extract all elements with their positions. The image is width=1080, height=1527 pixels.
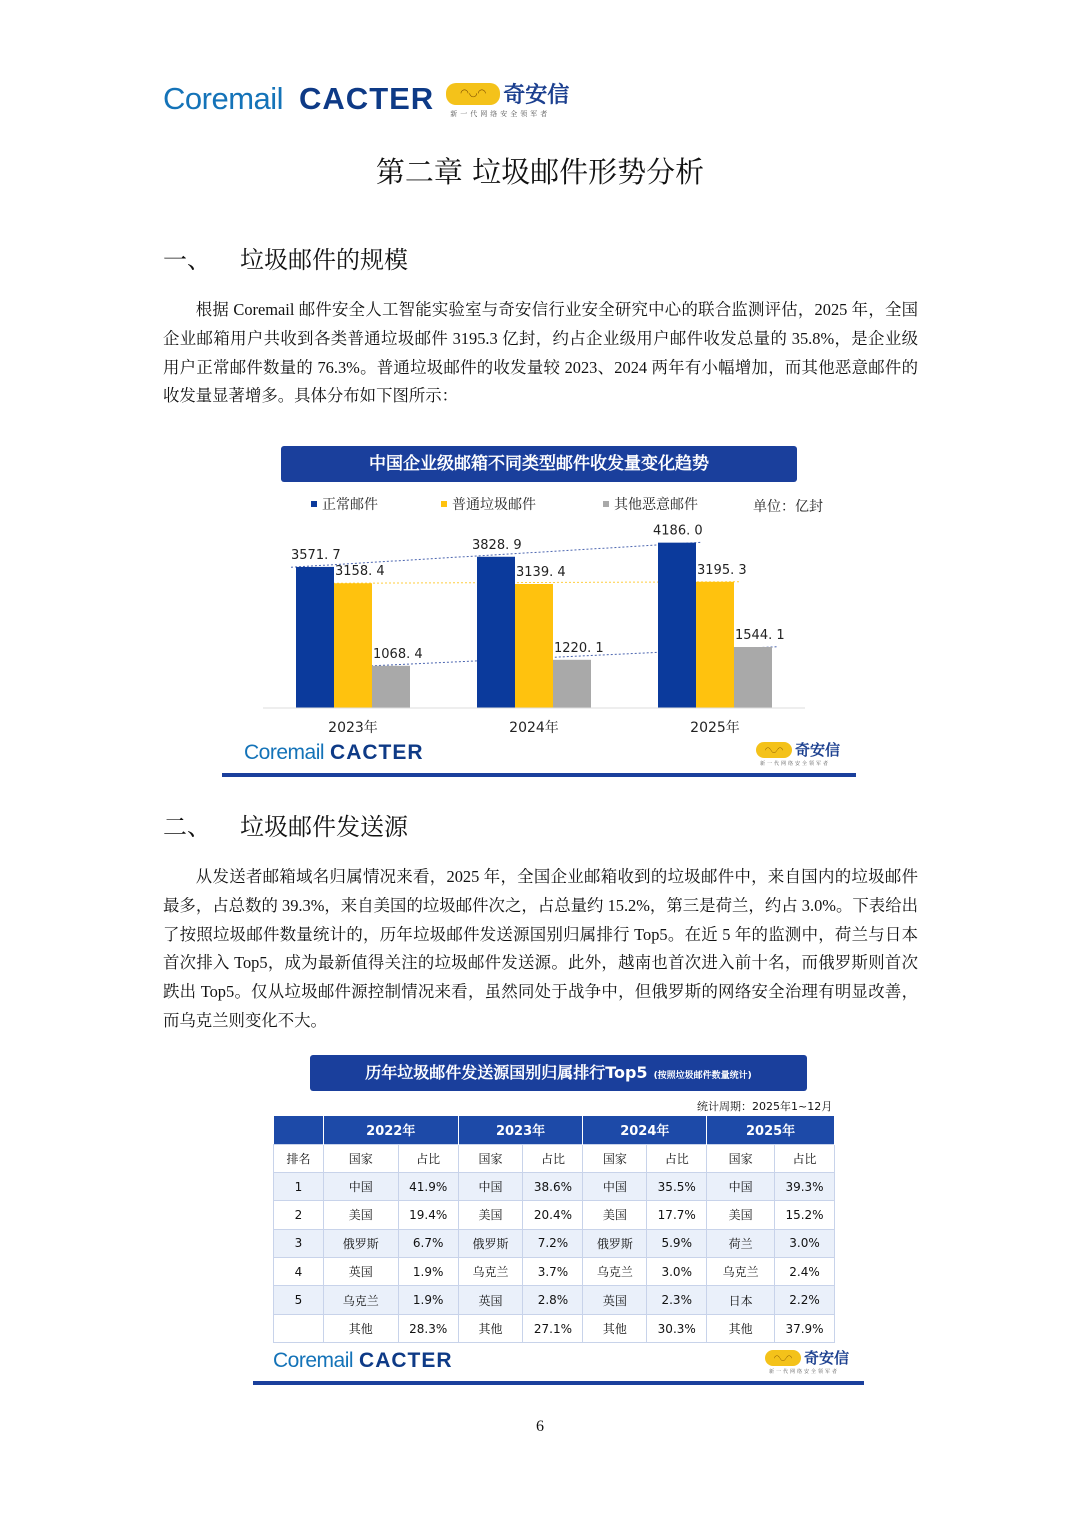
table-title-note: (按照垃圾邮件数量统计) xyxy=(653,1071,752,1081)
legend-swatch xyxy=(441,501,447,507)
bar xyxy=(553,660,591,708)
section-1-number: 一、 xyxy=(163,246,211,274)
country-cell: 其他 xyxy=(583,1314,647,1342)
coremail-logo: Coremail xyxy=(163,80,284,116)
table-row xyxy=(274,1258,835,1286)
share-cell: 37.9% xyxy=(775,1314,835,1342)
country-header: 国家 xyxy=(707,1144,775,1172)
table-row xyxy=(274,1229,835,1257)
qianxin-slogan: 新一代网络安全领军者 xyxy=(450,110,551,118)
country-cell: 乌克兰 xyxy=(323,1286,398,1314)
rank-cell: 3 xyxy=(274,1229,324,1257)
data-label: 1544. 1 xyxy=(735,628,785,644)
table-title xyxy=(310,1055,807,1091)
bar xyxy=(296,567,334,708)
legend-label: 其他恶意邮件 xyxy=(614,497,698,513)
legend-label: 普通垃圾邮件 xyxy=(452,497,536,513)
table-period: 统计周期：2025年1~12月 xyxy=(697,1100,833,1113)
table-sub-header-row xyxy=(274,1144,835,1172)
header-logos xyxy=(163,78,569,119)
country-cell: 其他 xyxy=(707,1314,775,1342)
legend-label: 正常邮件 xyxy=(322,497,378,513)
country-header: 国家 xyxy=(323,1144,398,1172)
chart-qianxin-logo xyxy=(756,739,840,767)
tiger-icon: ◠◡◠ xyxy=(446,83,500,105)
country-cell: 英国 xyxy=(583,1286,647,1314)
chart-unit-label: 单位：亿封 xyxy=(753,499,823,515)
country-cell: 乌克兰 xyxy=(458,1258,523,1286)
country-cell: 中国 xyxy=(583,1172,647,1200)
table-qianxin-slogan: 新一代网络安全领军者 xyxy=(768,1369,839,1375)
table-qianxin-logo xyxy=(765,1347,849,1375)
country-cell: 中国 xyxy=(323,1172,398,1200)
share-cell: 41.9% xyxy=(398,1172,458,1200)
data-label: 3158. 4 xyxy=(335,564,385,580)
country-cell: 美国 xyxy=(583,1201,647,1229)
country-cell: 英国 xyxy=(323,1258,398,1286)
chart-coremail-logo: Coremail xyxy=(244,741,325,764)
share-cell: 38.6% xyxy=(523,1172,583,1200)
country-cell: 中国 xyxy=(707,1172,775,1200)
year-header: 2025年 xyxy=(707,1116,835,1144)
share-cell: 5.9% xyxy=(647,1229,707,1257)
country-cell: 美国 xyxy=(707,1201,775,1229)
x-tick-label: 2023年 xyxy=(328,720,378,736)
country-cell: 美国 xyxy=(323,1201,398,1229)
table-coremail-logo: Coremail xyxy=(273,1349,354,1372)
table-footer-brand xyxy=(273,1349,453,1373)
country-header: 国家 xyxy=(458,1144,523,1172)
cacter-logo: CACTER xyxy=(299,80,435,116)
table-corner-cell xyxy=(274,1116,324,1144)
chart-bottom-rule xyxy=(222,773,856,777)
country-cell: 中国 xyxy=(458,1172,523,1200)
chapter-title: 第二章 垃圾邮件形势分析 xyxy=(375,155,705,189)
share-cell: 30.3% xyxy=(647,1314,707,1342)
country-cell: 其他 xyxy=(458,1314,523,1342)
share-cell: 1.9% xyxy=(398,1258,458,1286)
share-cell: 3.0% xyxy=(647,1258,707,1286)
bar-chart xyxy=(223,480,857,740)
country-cell: 美国 xyxy=(458,1201,523,1229)
section-2-paragraph: 从发送者邮箱域名归属情况来看，2025 年，全国企业邮箱收到的垃圾邮件中，来自国内的垃圾邮件最多，占总数的 39.3%，来自美国的垃圾邮件次之，占总量约 15.2%，第三是荷兰，约占 3.0%。下表给出了按照垃圾邮件数量统计的，历年垃圾邮件发送源国别归属排行 Top5。在近 5 年的监测中，荷兰与日本首次排入 Top5，成为最新值得关注的垃圾邮件发送源。此外，越南也首次进入前十名，而俄罗斯则首次跌出 Top5。仅从垃圾邮件源控制情况来看，虽然同处于战争中，但俄罗斯的网络安全治理有明显改善，而乌克兰则变化不大。 xyxy=(163,867,918,1030)
country-cell: 日本 xyxy=(707,1286,775,1314)
country-cell: 英国 xyxy=(458,1286,523,1314)
share-cell: 3.7% xyxy=(523,1258,583,1286)
share-header: 占比 xyxy=(398,1144,458,1172)
rank-cell: 5 xyxy=(274,1286,324,1314)
share-cell: 20.4% xyxy=(523,1201,583,1229)
share-cell: 7.2% xyxy=(523,1229,583,1257)
share-cell: 2.2% xyxy=(775,1286,835,1314)
data-label: 1068. 4 xyxy=(373,646,423,662)
tiger-icon: ◠◡◠ xyxy=(765,1350,801,1366)
table-row xyxy=(274,1201,835,1229)
table-footer xyxy=(273,1347,849,1375)
data-label: 1220. 1 xyxy=(554,640,604,656)
share-cell: 27.1% xyxy=(523,1314,583,1342)
section-1-heading xyxy=(163,240,408,275)
bar xyxy=(658,543,696,708)
table-title-text: 历年垃圾邮件发送源国别归属排行Top5 xyxy=(365,1063,648,1082)
country-cell: 乌克兰 xyxy=(583,1258,647,1286)
chart-qianxin-name: 奇安信 xyxy=(794,741,840,759)
chart-title: 中国企业级邮箱不同类型邮件收发量变化趋势 xyxy=(281,446,797,482)
share-cell: 35.5% xyxy=(647,1172,707,1200)
qianxin-logo-name: 奇安信 xyxy=(503,83,570,108)
chart-footer xyxy=(244,739,840,767)
share-cell: 39.3% xyxy=(775,1172,835,1200)
bar xyxy=(372,666,410,708)
country-cell: 其他 xyxy=(323,1314,398,1342)
share-cell: 19.4% xyxy=(398,1201,458,1229)
chart-cacter-logo: CACTER xyxy=(330,741,424,764)
share-cell: 28.3% xyxy=(398,1314,458,1342)
section-1-paragraph: 根据 Coremail 邮件安全人工智能实验室与奇安信行业安全研究中心的联合监测评估，2025 年，全国企业邮箱用户共收到各类普通垃圾邮件 3195.3 亿封，约占企业级用户邮件收发总量的 35.8%，是企业级用户正常邮件数量的 76.3%。普通垃圾邮件的收发量较 2023、2024 两年有小幅增加，而其他恶意邮件的收发量显著增多。具体分布如下图所示： xyxy=(163,300,918,406)
page-number: 6 xyxy=(536,1418,544,1435)
bar xyxy=(734,647,772,708)
share-cell: 17.7% xyxy=(647,1201,707,1229)
table-bottom-rule xyxy=(253,1381,864,1385)
legend-swatch xyxy=(311,501,317,507)
section-2-heading xyxy=(163,807,408,842)
section-2-title: 垃圾邮件发送源 xyxy=(240,813,408,841)
year-header: 2024年 xyxy=(583,1116,707,1144)
bar xyxy=(334,583,372,708)
legend-swatch xyxy=(603,501,609,507)
section-2-number: 二、 xyxy=(163,813,211,841)
bar xyxy=(515,584,553,708)
table-row xyxy=(274,1314,835,1342)
table-row xyxy=(274,1172,835,1200)
tiger-icon: ◠◡◠ xyxy=(756,742,792,758)
country-cell: 俄罗斯 xyxy=(323,1229,398,1257)
country-cell: 俄罗斯 xyxy=(583,1229,647,1257)
rank-cell: 2 xyxy=(274,1201,324,1229)
table-qianxin-name: 奇安信 xyxy=(803,1349,849,1367)
country-cell: 乌克兰 xyxy=(707,1258,775,1286)
chart-footer-brand xyxy=(244,741,424,765)
year-header: 2022年 xyxy=(323,1116,458,1144)
share-cell: 2.8% xyxy=(523,1286,583,1314)
country-header: 国家 xyxy=(583,1144,647,1172)
data-label: 3828. 9 xyxy=(472,537,522,553)
section-1-title: 垃圾邮件的规模 xyxy=(240,246,408,274)
country-cell: 荷兰 xyxy=(707,1229,775,1257)
x-tick-label: 2024年 xyxy=(509,720,559,736)
rank-cell: 4 xyxy=(274,1258,324,1286)
rank-cell: 1 xyxy=(274,1172,324,1200)
data-label: 3571. 7 xyxy=(291,547,341,563)
rank-cell xyxy=(274,1314,324,1342)
data-label: 3139. 4 xyxy=(516,564,566,580)
share-cell: 6.7% xyxy=(398,1229,458,1257)
share-cell: 15.2% xyxy=(775,1201,835,1229)
share-cell: 1.9% xyxy=(398,1286,458,1314)
x-tick-label: 2025年 xyxy=(690,720,740,736)
share-header: 占比 xyxy=(647,1144,707,1172)
share-cell: 3.0% xyxy=(775,1229,835,1257)
share-header: 占比 xyxy=(775,1144,835,1172)
share-cell: 2.4% xyxy=(775,1258,835,1286)
data-label: 3195. 3 xyxy=(697,562,747,578)
rank-header: 排名 xyxy=(274,1144,324,1172)
country-cell: 俄罗斯 xyxy=(458,1229,523,1257)
data-label: 4186. 0 xyxy=(653,523,703,539)
share-cell: 2.3% xyxy=(647,1286,707,1314)
top5-table xyxy=(273,1116,835,1343)
table-row xyxy=(274,1286,835,1314)
table-cacter-logo: CACTER xyxy=(359,1349,453,1372)
chart-qianxin-slogan: 新一代网络安全领军者 xyxy=(759,761,830,767)
table-year-header-row xyxy=(274,1116,835,1144)
bar xyxy=(477,557,515,708)
bar xyxy=(696,582,734,708)
year-header: 2023年 xyxy=(458,1116,583,1144)
qianxin-logo xyxy=(446,78,569,119)
share-header: 占比 xyxy=(523,1144,583,1172)
